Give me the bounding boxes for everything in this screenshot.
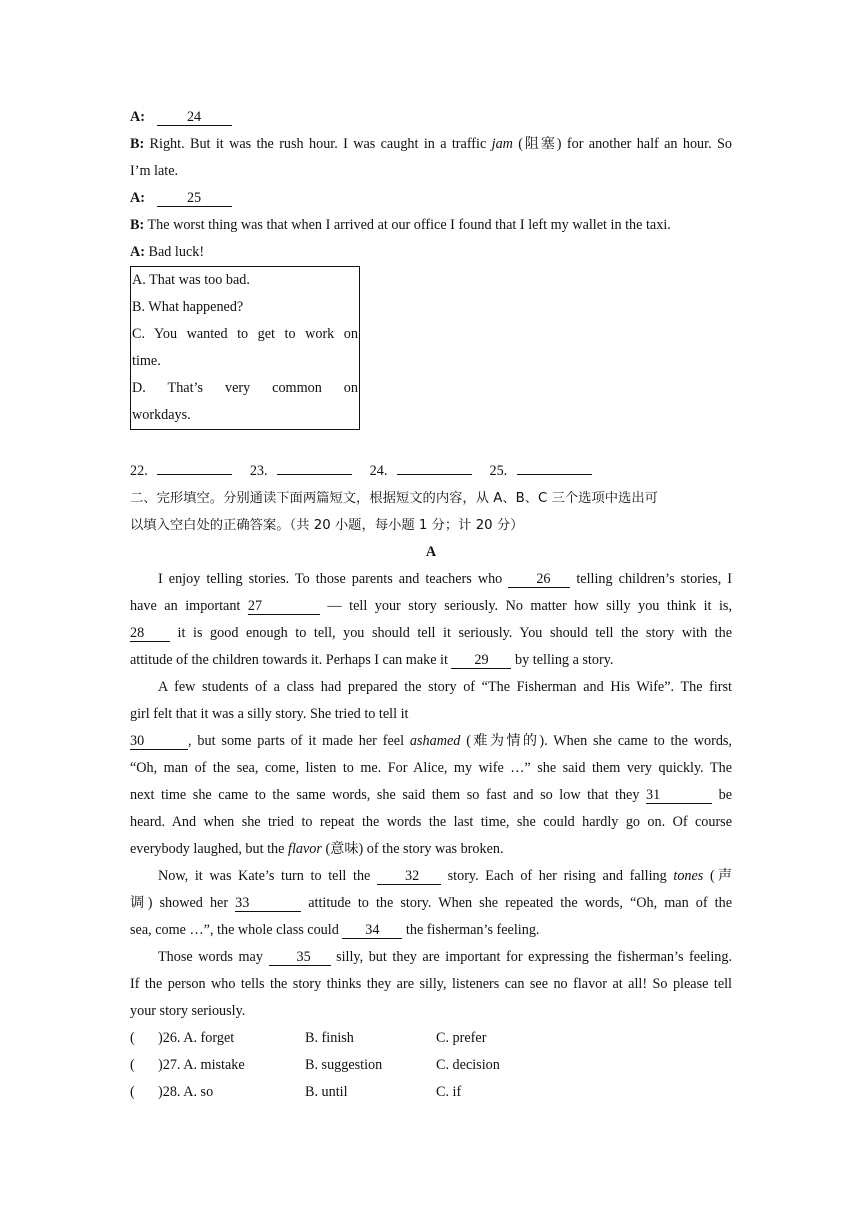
option-c: C. decision — [436, 1057, 500, 1073]
box-option: workdays. — [132, 407, 191, 423]
passage-line: everybody laughed, but the flavor (意味) of the story was broken. — [130, 841, 504, 857]
option-b: B. suggestion — [305, 1057, 383, 1073]
answer-paren[interactable]: ( — [130, 1057, 135, 1073]
answer-blank-25[interactable] — [517, 458, 592, 475]
passage-line: have an important 27 — tell your story seriously. No matter how silly you think it is, — [130, 598, 732, 614]
question-row-26 — [130, 1025, 732, 1052]
answer-label-23: 23. — [249, 463, 268, 479]
blank-33[interactable]: 33 — [235, 895, 301, 912]
passage-line: Those words may 35 silly, but they are important for expressing the fisherman’s feeling. — [158, 949, 732, 965]
answer-label-24: 24. — [369, 463, 388, 479]
box-option: D. That’s very common on — [132, 380, 358, 396]
box-option: A. That was too bad. — [132, 272, 250, 288]
dialogue-line-25 — [130, 185, 732, 212]
speaker-label: A: — [130, 190, 145, 206]
blank-25[interactable]: 25 — [157, 190, 232, 207]
passage-line: next time she came to the same words, she said them so fast and so low that they 31 be — [130, 787, 732, 803]
passage-line: “Oh, man of the sea, come, listen to me. For Alice, my wife …” she said them very quickly. The — [130, 760, 732, 776]
passage-line: A few students of a class had prepared the story of “The Fisherman and His Wife”. The first — [158, 679, 732, 695]
blank-24[interactable]: 24 — [157, 109, 232, 126]
answer-label-22: 22. — [130, 463, 148, 479]
passage-line: 30 , but some parts of it made her feel ashamed (难为情的). When she came to the words, — [130, 733, 732, 749]
blank-26[interactable]: 26 — [508, 571, 570, 588]
question-row-28 — [130, 1079, 732, 1106]
option-c: C. prefer — [436, 1030, 487, 1046]
speaker-label: B: — [130, 217, 145, 233]
speaker-label: A: — [130, 109, 145, 125]
blank-34[interactable]: 34 — [342, 922, 402, 939]
passage-line: Now, it was Kate’s turn to tell the 32 story. Each of her rising and falling tones (声 — [158, 868, 733, 884]
option-a: )26. A. forget — [158, 1030, 235, 1046]
answer-blank-23[interactable] — [277, 458, 352, 475]
option-c: C. if — [436, 1084, 462, 1100]
dialogue-line-b1: B: Right. But it was the rush hour. I was caught in a traffic jam (阻塞) for another half an hour. So — [130, 136, 732, 152]
passage-line: heard. And when she tried to repeat the words the last time, she could hardly go on. Of course — [130, 814, 732, 830]
option-a: )28. A. so — [158, 1084, 214, 1100]
answer-paren[interactable]: ( — [130, 1084, 135, 1100]
options-box — [130, 266, 360, 430]
section-heading-line2: 以填入空白处的正确答案。（共 20 小题，每小题 1 分；计 20 分） — [130, 518, 524, 533]
box-option: B. What happened? — [132, 299, 244, 315]
passage-label: A — [425, 544, 437, 560]
speaker-label: A: — [130, 244, 145, 260]
passage-line: girl felt that it was a silly story. She tried to tell it — [130, 706, 409, 722]
answer-blank-22[interactable] — [157, 458, 232, 475]
passage-line: attitude of the children towards it. Perhaps I can make it 29 by telling a story. — [130, 652, 614, 668]
answer-row — [130, 458, 732, 485]
passage-line: 28 it is good enough to tell, you should tell it seriously. You should tell the story with the — [130, 625, 732, 641]
blank-29[interactable]: 29 — [451, 652, 511, 669]
passage-line: If the person who tells the story thinks they are silly, listeners can see no flavor at all! So please tell — [130, 976, 732, 992]
speaker-label: B: — [130, 136, 145, 152]
passage-line: your story seriously. — [130, 1003, 246, 1019]
blank-27[interactable]: 27 — [248, 598, 320, 615]
box-option: C. You wanted to get to work on — [132, 326, 358, 342]
answer-paren[interactable]: ( — [130, 1030, 135, 1046]
dialogue-line-a3: A: Bad luck! — [130, 244, 205, 260]
option-a: )27. A. mistake — [158, 1057, 245, 1073]
dialogue-line-b1-cont: I’m late. — [130, 163, 179, 179]
blank-28[interactable]: 28 — [130, 625, 170, 642]
dialogue-line-b2: B: The worst thing was that when I arrived at our office I found that I left my wallet in the taxi. — [130, 217, 671, 233]
section-heading-line1: 二、完形填空。分别通读下面两篇短文，根据短文的内容，从 A、B、C 三个选项中选出可 — [130, 491, 658, 506]
box-option: time. — [132, 353, 161, 369]
option-b: B. finish — [305, 1030, 354, 1046]
answer-label-25: 25. — [489, 463, 508, 479]
blank-30[interactable]: 30 — [130, 733, 188, 750]
passage-line: 调) showed her 33 attitude to the story. When she repeated the words, “Oh, man of the — [130, 895, 733, 911]
blank-35[interactable]: 35 — [269, 949, 331, 966]
question-row-27 — [130, 1052, 732, 1079]
blank-31[interactable]: 31 — [646, 787, 712, 804]
passage-line: sea, come …”, the whole class could 34 the fisherman’s feeling. — [130, 922, 540, 938]
exam-page — [130, 104, 732, 1106]
option-b: B. until — [305, 1084, 348, 1100]
passage-line: I enjoy telling stories. To those parents and teachers who 26 telling children’s stories, I — [158, 571, 733, 587]
blank-32[interactable]: 32 — [377, 868, 441, 885]
answer-blank-24[interactable] — [397, 458, 472, 475]
dialogue-line-24 — [130, 104, 732, 131]
